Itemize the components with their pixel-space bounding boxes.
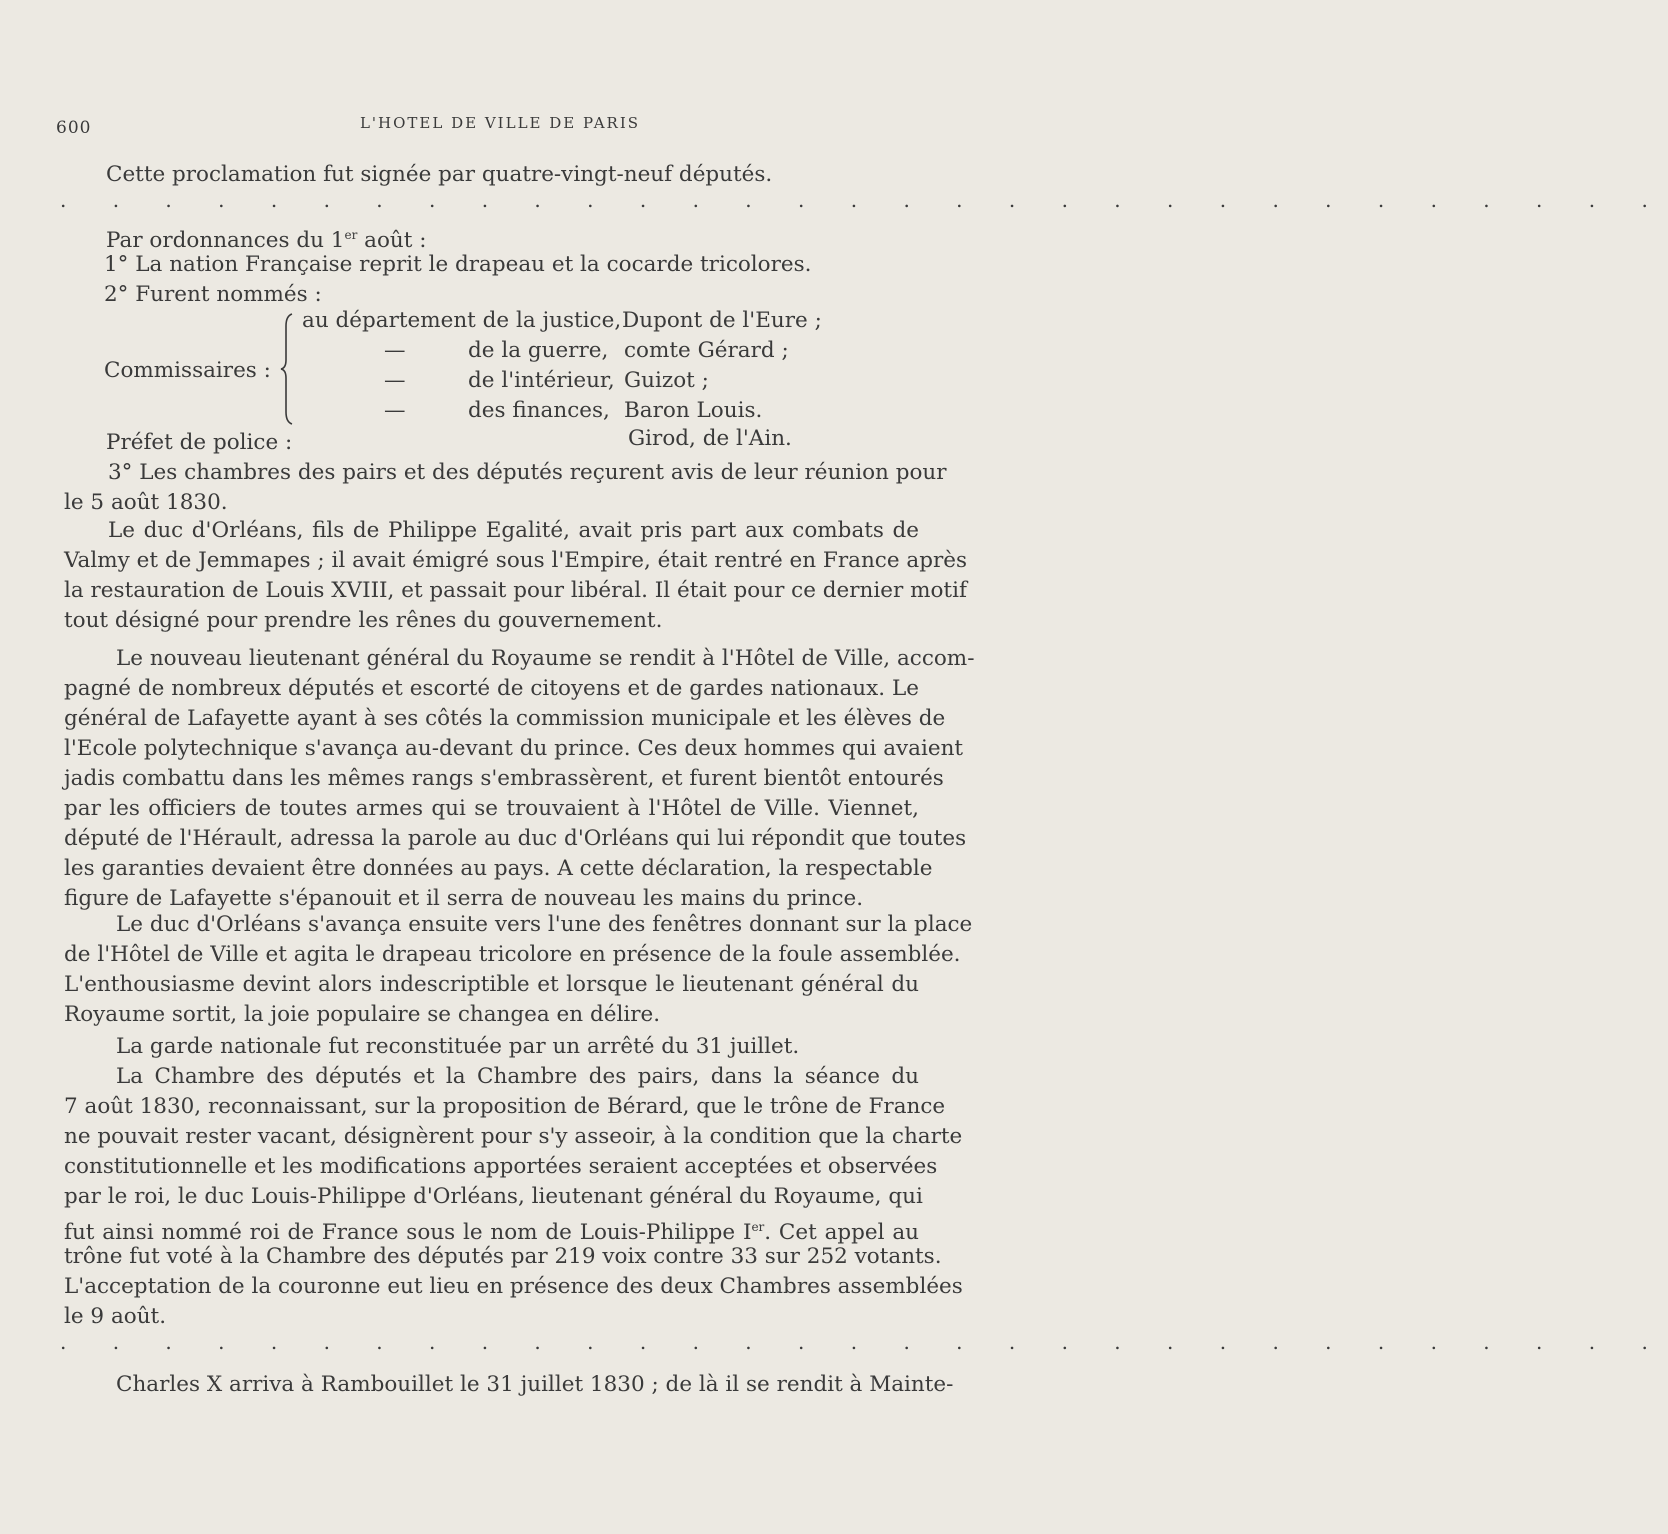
paragraph-line: la restauration de Louis XVIII, et passait pour libéral. Il était pour ce dernier motif: [64, 578, 967, 603]
commissaires-label: Commissaires :: [104, 358, 271, 383]
paragraph-line: général de Lafayette ayant à ses côtés la commission municipale et les élèves de: [64, 706, 946, 731]
paragraph-line: La garde nationale fut reconstituée par un arrêté du 31 juillet.: [116, 1034, 800, 1059]
paragraph-line: par les officiers de toutes armes qui se trouvaient à l'Hôtel de Ville. Viennet,: [64, 796, 919, 821]
item-2: 2° Furent nommés :: [104, 282, 322, 307]
commissaire-finances-dept: des finances,: [468, 398, 610, 423]
commissaire-guerre-dept: de la guerre,: [468, 338, 609, 363]
paragraph-line: tout désigné pour prendre les rênes du gouvernement.: [64, 608, 663, 633]
paragraph-line: constitutionnelle et les modifications apportées seraient acceptées et observées: [64, 1154, 938, 1179]
paragraph-line: fut ainsi nommé roi de France sous le nom de Louis-Philippe Ier. Cet appel au: [64, 1220, 919, 1245]
paragraph-line: jadis combattu dans les mêmes rangs s'embrassèrent, et furent bientôt entourés: [64, 766, 944, 791]
paragraph-line: L'acceptation de la couronne eut lieu en présence des deux Chambres assemblées: [64, 1274, 963, 1299]
paragraph-line: ne pouvait rester vacant, désignèrent pour s'y asseoir, à la condition que la charte: [64, 1124, 963, 1149]
paragraph-line: L'enthousiasme devint alors indescriptible et lorsque le lieutenant général du: [64, 972, 919, 997]
dash: —: [384, 398, 406, 423]
paragraph-line: Le duc d'Orléans, fils de Philippe Egalité, avait pris part aux combats de: [108, 518, 919, 543]
prefet-label: Préfet de police :: [106, 430, 293, 455]
item-3-line: 3° Les chambres des pairs et des députés reçurent avis de leur réunion pour: [108, 460, 947, 485]
dash: —: [384, 368, 406, 393]
commissaire-justice-dept: au département de la justice,: [302, 308, 622, 333]
paragraph-line: 7 août 1830, reconnaissant, sur la proposition de Bérard, que le trône de France: [64, 1094, 946, 1119]
paragraph-line: Charles X arriva à Rambouillet le 31 juillet 1830 ; de là il se rendit à Mainte-: [116, 1372, 954, 1397]
commissaire-justice-name: Dupont de l'Eure ;: [622, 308, 822, 333]
prefet-name: Girod, de l'Ain.: [628, 426, 792, 451]
paragraph-line: trône fut voté à la Chambre des députés par 219 voix contre 33 sur 252 votants.: [64, 1244, 942, 1269]
item-1: 1° La nation Française reprit le drapeau et la cocarde tricolores.: [104, 252, 812, 277]
page-number: 600: [56, 118, 92, 138]
item-3-line: le 5 août 1830.: [64, 490, 228, 515]
brace-icon: [280, 312, 294, 426]
commissaire-guerre-name: comte Gérard ;: [624, 338, 789, 363]
paragraph-line: Royaume sortit, la joie populaire se changea en délire.: [64, 1002, 661, 1027]
running-title: L'HOTEL DE VILLE DE PARIS: [359, 114, 641, 132]
commissaire-interieur-dept: de l'intérieur,: [468, 368, 615, 393]
paragraph-line: le 9 août.: [64, 1304, 167, 1329]
paragraph-line: l'Ecole polytechnique s'avança au-devant du prince. Ces deux hommes qui avaient: [64, 736, 964, 761]
paragraph-line: par le roi, le duc Louis-Philippe d'Orléans, lieutenant général du Royaume, qui: [64, 1184, 923, 1209]
paragraph-line: député de l'Hérault, adressa la parole au duc d'Orléans qui lui répondit que toutes: [64, 826, 967, 851]
ellipsis-row: . . . . . . . . . . . . . . . . . . . . . . . . . . . . . . .: [60, 188, 1668, 212]
intro-line: Cette proclamation fut signée par quatre-vingt-neuf députés.: [106, 162, 773, 187]
commissaire-finances-name: Baron Louis.: [624, 398, 763, 423]
paragraph-line: les garanties devaient être données au pays. A cette déclaration, la respectable: [64, 856, 933, 881]
dash: —: [384, 338, 406, 363]
paragraph-line: La Chambre des députés et la Chambre des pairs, dans la séance du: [116, 1064, 919, 1089]
paragraph-line: de l'Hôtel de Ville et agita le drapeau tricolore en présence de la foule assemblée.: [64, 942, 961, 967]
paragraph-line: Valmy et de Jemmapes ; il avait émigré sous l'Empire, était rentré en France après: [64, 548, 968, 573]
paragraph-line: pagné de nombreux députés et escorté de citoyens et de gardes nationaux. Le: [64, 676, 919, 701]
paragraph-line: Le nouveau lieutenant général du Royaume se rendit à l'Hôtel de Ville, accom-: [116, 646, 975, 671]
paragraph-line: Le duc d'Orléans s'avança ensuite vers l'une des fenêtres donnant sur la place: [116, 912, 973, 937]
paragraph-line: figure de Lafayette s'épanouit et il serra de nouveau les mains du prince.: [64, 886, 864, 911]
commissaire-interieur-name: Guizot ;: [624, 368, 709, 393]
ordonnances-line: Par ordonnances du 1er août :: [106, 228, 427, 253]
ellipsis-row: . . . . . . . . . . . . . . . . . . . . . . . . . . . . . . .: [60, 1330, 1668, 1354]
